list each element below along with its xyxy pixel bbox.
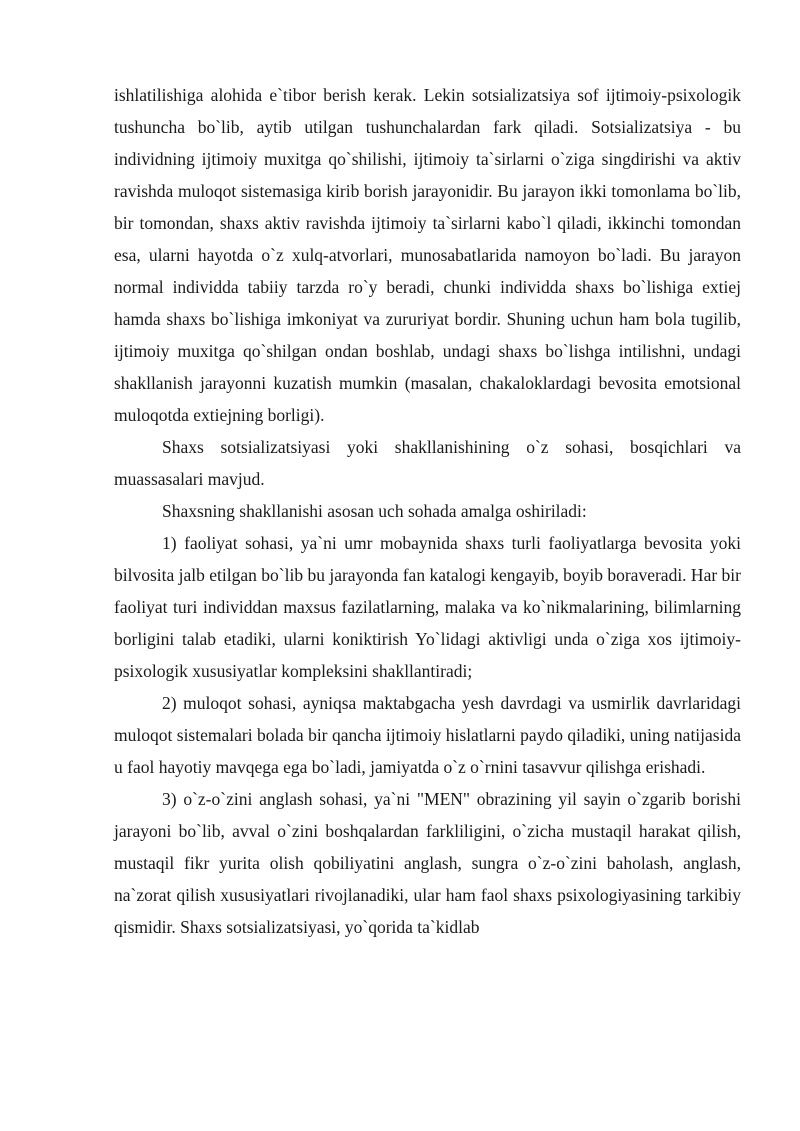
paragraph-continuation: ishlatilishiga alohida e`tibor berish kerak. Lekin sotsializatsiya sof ijtimoiy-psixologik tushuncha bo`lib, aytib utilgan tushunchalardan fark qiladi. Sotsializatsiya - bu individning ijtimoiy muxitga qo`shilishi, ijtimoiy ta`sirlarni o`ziga singdirishi va aktiv ravishda muloqot sistemasiga kirib borish jarayonidir. Bu jarayon ikki tomonlama bo`lib, bir tomondan, shaxs aktiv ravishda ijtimoiy ta`sirlarni kabo`l qiladi, ikkinchi tomondan esa, ularni hayotda o`z xulq-atvorlari, munosabatlarida namoyon bo`ladi. Bu jarayon normal individda tabiiy tarzda ro`y beradi, chunki individda shaxs bo`lishiga extiej hamda shaxs bo`lishiga imkoniyat va zururiyat bordir. Shuning uchun ham bola tugilib, ijtimoiy muxitga qo`shilgan ondan boshlab, undagi shaxs bo`lishga intilishni, undagi shakllanish jarayonni kuzatish mumkin (masalan, chakaloklardagi bevosita emotsional muloqotda extiejning borligi). bbox=[114, 85, 741, 425]
paragraph-self-awareness-sphere: 3) o`z-o`zini anglash sohasi, ya`ni "MEN" obrazining yil sayin o`zgarib borishi jarayoni bo`lib, avval o`zini boshqalardan farkliligini, o`zicha mustaqil harakat qilish, mustaqil fikr yurita olish qobiliyatini anglash, sungra o`z-o`zini baholash, anglash, na`zorat qilish xususiyatlari rivojlanadiki, ular ham faol shaxs psixologiyasining tarkibiy qismidir. Shaxs sotsializatsiyasi, yo`qorida ta`kidlab bbox=[114, 789, 741, 937]
paragraph-activity-sphere: 1) faoliyat sohasi, ya`ni umr mobaynida shaxs turli faoliyatlarga bevosita yoki bilvosita jalb etilgan bo`lib bu jarayonda fan katalogi kengayib, boyib boraveradi. Har bir faoliyat turi individdan maxsus fazilatlarning, malaka va ko`nikmalarining, bilimlarning borligini talab etadiki, ularni koniktirish Yo`lidagi aktivligi unda o`ziga xos ijtimoiy-psixologik xususiyatlar kompleksini shakllantiradi; bbox=[114, 533, 741, 681]
paragraph-communication-sphere: 2) muloqot sohasi, ayniqsa maktabgacha yesh davrdagi va usmirlik davrlaridagi muloqot sistemalari bolada bir qancha ijtimoiy hislatlarni paydo qiladiki, uning natijasida u faol hayotiy mavqega ega bo`ladi, jamiyatda o`z o`rnini tasavvur qilishga erishadi. bbox=[114, 693, 741, 777]
document-page bbox=[114, 79, 741, 943]
paragraph-socialization-spheres-intro: Shaxs sotsializatsiyasi yoki shakllanishining o`z sohasi, bosqichlari va muassasalari mavjud. bbox=[114, 437, 741, 489]
paragraph-three-spheres-heading: Shaxsning shakllanishi asosan uch sohada amalga oshiriladi: bbox=[162, 501, 587, 521]
